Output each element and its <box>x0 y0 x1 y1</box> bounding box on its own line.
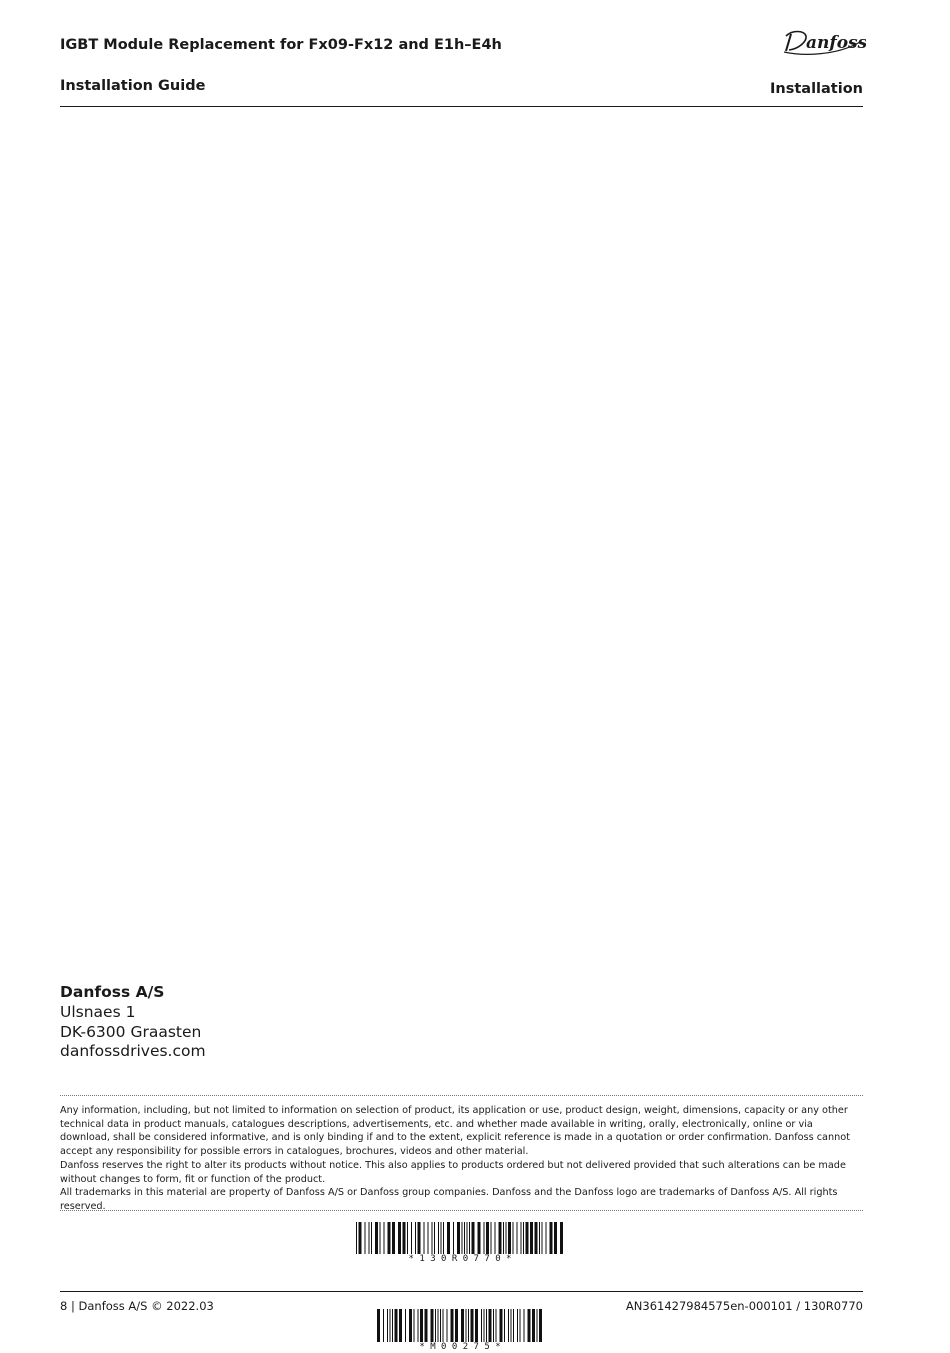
barcode-bar <box>524 1309 525 1342</box>
product-barcode <box>356 1222 564 1264</box>
barcode-bar <box>520 1309 521 1342</box>
barcode-bar <box>377 1309 380 1342</box>
svg-text:anfoss: anfoss <box>806 33 866 53</box>
barcode-bar <box>554 1222 557 1254</box>
barcode-bar <box>546 1222 547 1254</box>
barcode-label: * 1 3 0 R 0 7 7 0 * <box>408 1254 512 1264</box>
company-address <box>60 983 206 1062</box>
section-title: Installation <box>770 81 863 97</box>
barcode-bar <box>504 1309 505 1342</box>
barcode-bar <box>369 1222 370 1254</box>
barcode-bar <box>451 1309 454 1342</box>
barcode-bar <box>443 1309 444 1342</box>
barcode-bar <box>467 1222 468 1254</box>
barcode-bar <box>356 1222 357 1254</box>
barcode-bar <box>528 1309 531 1342</box>
barcode-bar <box>496 1309 497 1342</box>
barcode-bar <box>383 1309 384 1342</box>
header-rule <box>60 106 863 107</box>
document-title: IGBT Module Replacement for Fx09-Fx12 and E1h–E4h <box>60 37 502 53</box>
barcode-bar <box>478 1222 481 1254</box>
barcode-label: * M 0 0 2 7 5 * <box>419 1342 501 1352</box>
barcode-bar <box>415 1222 416 1254</box>
barcode-bar <box>506 1222 507 1254</box>
barcode-bar <box>526 1222 529 1254</box>
barcode-bar <box>438 1222 439 1254</box>
barcode-bar <box>380 1222 381 1254</box>
danfoss-logo <box>780 22 866 60</box>
barcode-bar <box>491 1222 492 1254</box>
barcode-bar <box>457 1222 460 1254</box>
barcode-bar <box>390 1309 391 1342</box>
barcode-bar <box>428 1222 429 1254</box>
barcode-bar <box>464 1222 465 1254</box>
barcode-bar <box>500 1309 503 1342</box>
barcode-bar <box>409 1309 412 1342</box>
barcode-bar <box>560 1222 563 1254</box>
footer-page-info: 8 | Danfoss A/S © 2022.03 <box>60 1299 214 1313</box>
barcode-bar <box>440 1309 441 1342</box>
barcode-bar <box>508 1309 509 1342</box>
barcode-bar <box>503 1222 504 1254</box>
guide-title: Installation Guide <box>60 78 206 94</box>
barcode-bar <box>403 1222 406 1254</box>
barcode-bar <box>407 1222 408 1254</box>
barcode-bar <box>375 1222 378 1254</box>
barcode-bar <box>537 1309 538 1342</box>
barcode-bar <box>521 1222 522 1254</box>
barcode-bar <box>517 1222 518 1254</box>
barcode-bar <box>513 1222 514 1254</box>
barcode-bar <box>405 1309 406 1342</box>
barcode-bar <box>481 1309 482 1342</box>
legal-disclaimer <box>60 1104 863 1214</box>
barcode-bar <box>466 1309 467 1342</box>
street-address: Ulsnaes 1 <box>60 1002 136 1021</box>
barcode-bar <box>399 1309 402 1342</box>
barcode-bar <box>384 1222 385 1254</box>
barcode-bar <box>461 1309 464 1342</box>
barcode-bar <box>431 1309 434 1342</box>
barcode-bar <box>472 1222 475 1254</box>
footer-rule <box>60 1291 863 1292</box>
barcode-bar <box>469 1222 470 1254</box>
barcode-bar <box>499 1222 502 1254</box>
barcode-bar <box>508 1222 511 1254</box>
barcode-bar <box>535 1222 538 1254</box>
barcode-bar <box>443 1222 444 1254</box>
barcode-bar <box>539 1309 542 1342</box>
barcode-bar <box>530 1222 533 1254</box>
barcode-bar <box>484 1309 485 1342</box>
barcode-bar <box>438 1309 439 1342</box>
barcode-bar <box>418 1222 421 1254</box>
disclaimer-paragraph: Any information, including, but not limited to information on selection of product, its application or use, product design, weight, dimensions, capacity or any other technical data in product manuals, catalogues descriptions, advertisements, etc. and whether made available in writing, orally, electronically, online or via download, shall be considered informative, and is only binding if and to the extent, explicit reference is made in a quotation or order confirmation. Danfoss cannot accept any responsibility for possible errors in catalogues, brochures, videos and other material. <box>60 1105 850 1158</box>
barcode-bar <box>532 1309 535 1342</box>
barcode-bar <box>432 1222 433 1254</box>
barcode-bar <box>493 1309 494 1342</box>
barcode-bar <box>511 1309 512 1342</box>
barcode-bar <box>475 1309 478 1342</box>
barcode-bar <box>539 1222 540 1254</box>
barcode-bar <box>471 1309 474 1342</box>
barcode-bar <box>513 1309 514 1342</box>
barcode-bar <box>517 1309 518 1342</box>
barcode-bar <box>523 1222 524 1254</box>
barcode-bar <box>542 1222 543 1254</box>
barcode-bar <box>359 1222 362 1254</box>
barcode-bar <box>447 1222 450 1254</box>
barcode-bar <box>424 1222 425 1254</box>
barcode-bar <box>489 1309 492 1342</box>
barcode-bar <box>392 1309 393 1342</box>
barcode-bar <box>388 1222 391 1254</box>
disclaimer-paragraph: Danfoss reserves the right to alter its products without notice. This also applies to products ordered but not delivered provided that such alterations can be made without changes to form, fit or function of the product. <box>60 1159 846 1185</box>
company-name: Danfoss A/S <box>60 983 165 1001</box>
barcode-bar <box>434 1222 435 1254</box>
barcode-bar <box>486 1222 489 1254</box>
disclaimer-paragraph: All trademarks in this material are property of Danfoss A/S or Danfoss group companies. Danfoss and the Danfoss logo are trademarks of Danfoss A/S. All rights reserved. <box>60 1187 838 1212</box>
barcode-bar <box>462 1222 463 1254</box>
barcode-bar <box>550 1222 553 1254</box>
footer-document-number: AN361427984575en-000101 / 130R0770 <box>625 1299 863 1313</box>
barcode-bar <box>441 1222 442 1254</box>
barcode-bar <box>453 1222 454 1254</box>
barcode-bar <box>418 1309 419 1342</box>
barcode-bar <box>414 1309 415 1342</box>
barcode-bar <box>435 1309 436 1342</box>
barcode-bar <box>387 1309 388 1342</box>
website: danfossdrives.com <box>60 1042 206 1061</box>
barcode-bar <box>425 1309 428 1342</box>
barcode-bar <box>365 1222 366 1254</box>
barcode-bar <box>486 1309 487 1342</box>
barcode-bar <box>455 1309 458 1342</box>
barcode-bar <box>468 1309 469 1342</box>
barcode-bar <box>398 1222 401 1254</box>
barcode-bars <box>356 1222 564 1254</box>
city-address: DK-6300 Graasten <box>60 1022 202 1041</box>
legal-bottom-divider <box>60 1210 863 1211</box>
barcode-bar <box>411 1222 412 1254</box>
barcode-bar <box>371 1222 372 1254</box>
document-barcode <box>377 1309 543 1352</box>
barcode-bar <box>447 1309 448 1342</box>
barcode-bars <box>377 1309 543 1342</box>
barcode-bar <box>392 1222 395 1254</box>
barcode-bar <box>395 1309 398 1342</box>
barcode-bar <box>420 1309 423 1342</box>
barcode-bar <box>495 1222 496 1254</box>
barcode-bar <box>484 1222 485 1254</box>
legal-top-divider <box>60 1095 863 1096</box>
